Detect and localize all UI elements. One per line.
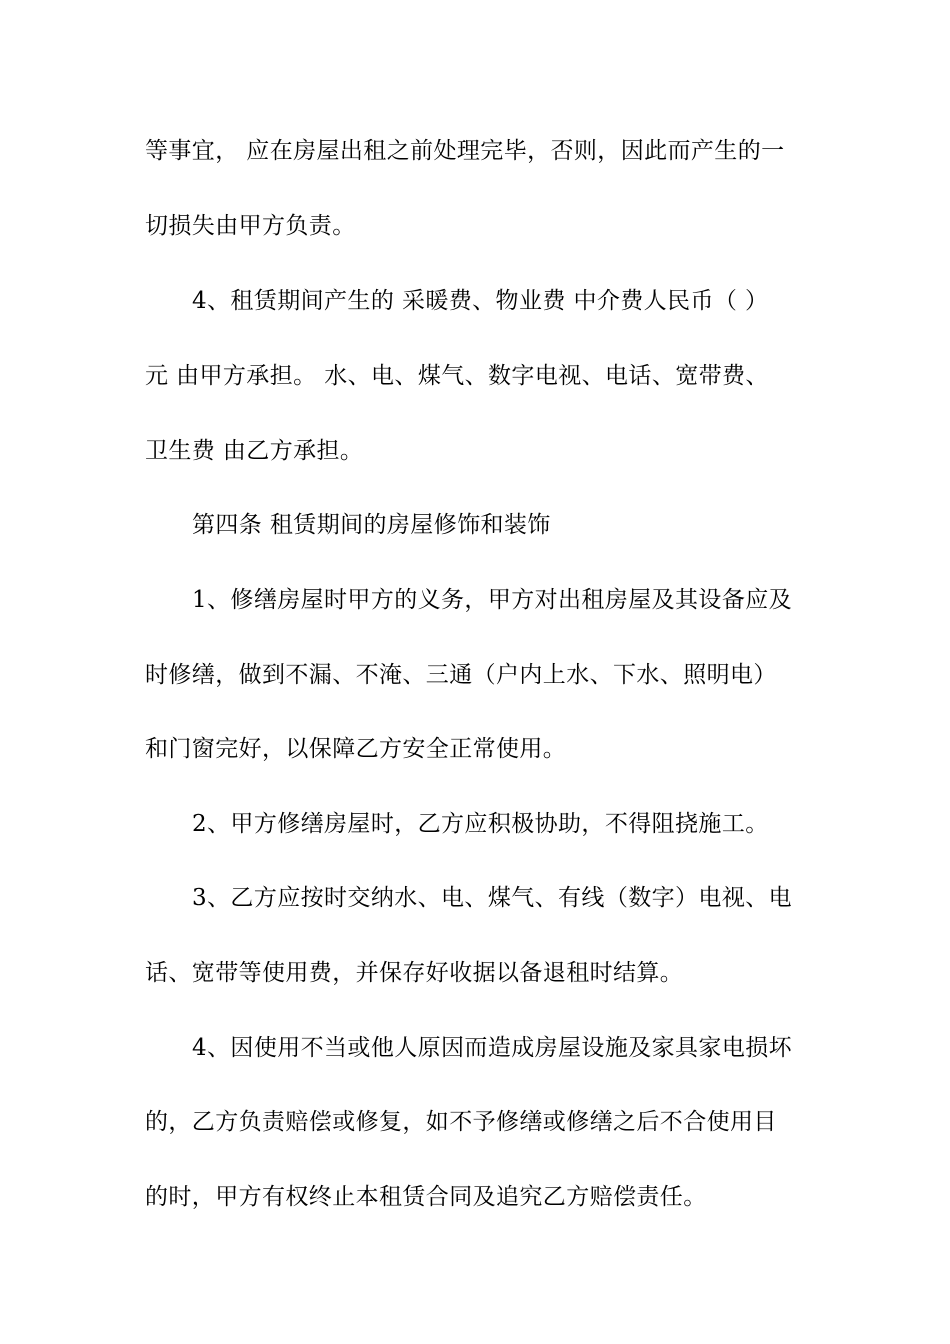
text-line: 等事宜， 应在房屋出租之前处理完毕，否则，因此而产生的一 (145, 138, 785, 164)
text-line: 话、宽带等使用费，并保存好收据以备退租时结算。 (145, 960, 684, 986)
text-line: 4、因使用不当或他人原因而造成房屋设施及家具家电损坏 (192, 1035, 793, 1061)
text-line: 元 由甲方承担。 水、电、煤气、数字电视、电话、宽带费、 (145, 363, 769, 389)
text-line: 2、甲方修缮房屋时，乙方应积极协助，不得阻挠施工。 (192, 811, 769, 837)
text-line: 4、租赁期间产生的 采暖费、物业费 中介费人民币（ ） (192, 288, 769, 314)
section-heading: 第四条 租赁期间的房屋修饰和装饰 (192, 512, 551, 538)
text-line: 时修缮，做到不漏、不淹、三通（户内上水、下水、照明电） (145, 662, 777, 688)
text-line: 和门窗完好，以保障乙方安全正常使用。 (145, 736, 567, 762)
text-line: 的时，甲方有权终止本租赁合同及追究乙方赔偿责任。 (145, 1184, 707, 1210)
text-line: 的，乙方负责赔偿或修复，如不予修缮或修缮之后不合使用目 (145, 1109, 777, 1135)
text-line: 1、修缮房屋时甲方的义务，甲方对出租房屋及其设备应及 (192, 587, 793, 613)
text-line: 3、乙方应按时交纳水、电、煤气、有线（数字）电视、电 (192, 885, 793, 911)
text-line: 卫生费 由乙方承担。 (145, 438, 364, 464)
text-line: 切损失由甲方负责。 (145, 213, 356, 239)
